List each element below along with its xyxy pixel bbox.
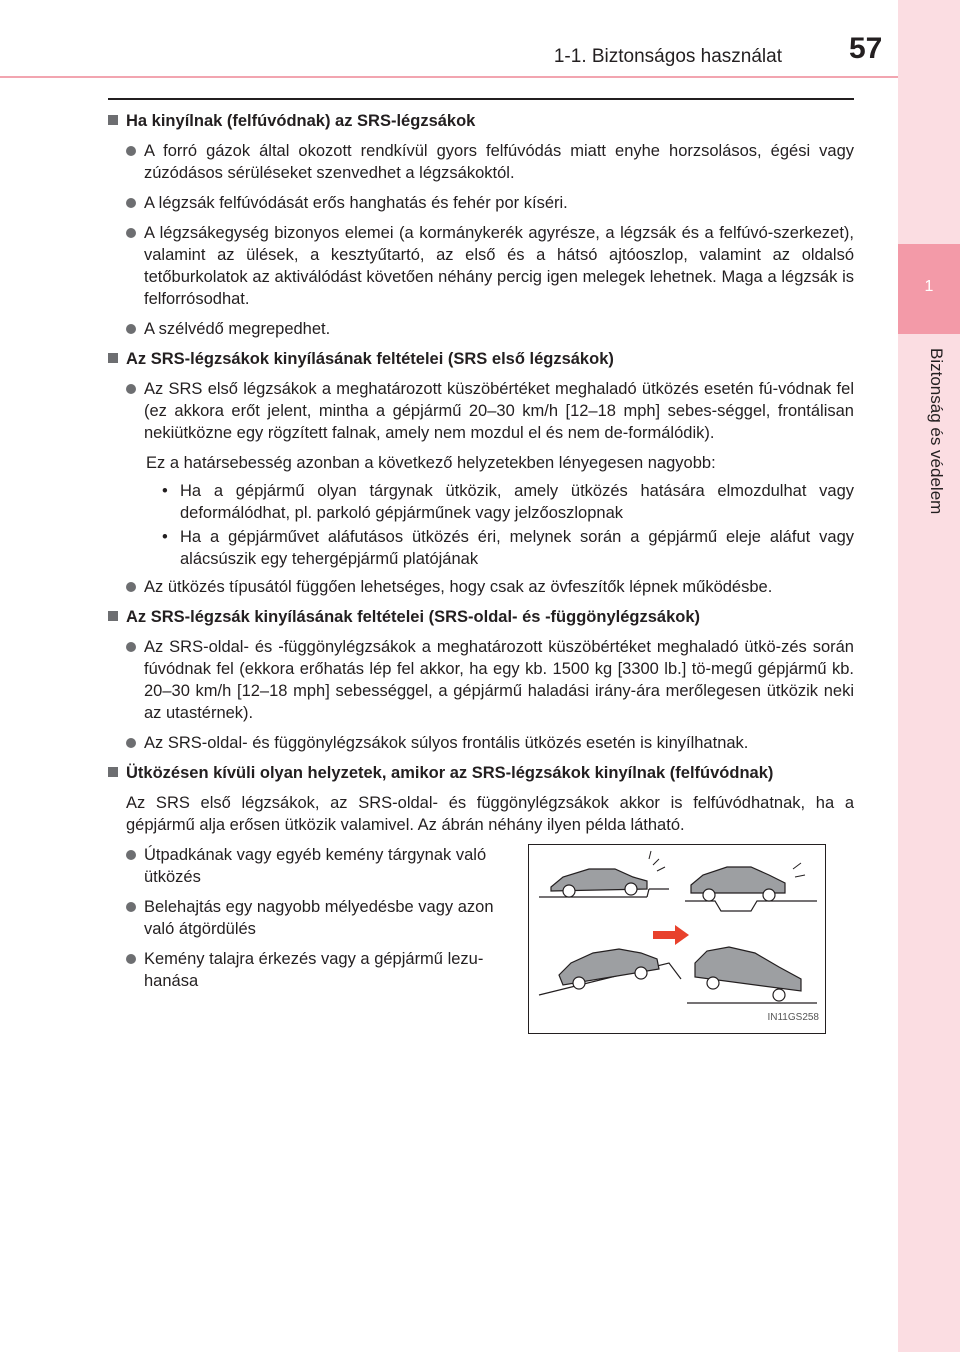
sub-list-item: • Ha a gépjármű olyan tárgynak ütközik, amely ütközés hatására elmozdulhat vagy deformálódhat, pl. parkoló gépjárműnek vagy jelzőoszlopnak — [162, 482, 854, 522]
page-number: 57 — [849, 32, 883, 65]
header-rule — [0, 76, 898, 78]
circle-bullet-icon — [126, 642, 136, 652]
arrow-right-icon — [653, 925, 689, 945]
chapter-number: 1 — [924, 278, 934, 295]
chapter-side-tab — [898, 0, 960, 1352]
list-item: Kemény talajra érkezés vagy a gépjármű lezu-hanása — [126, 948, 516, 992]
header-section-title: 1-1. Biztonságos használat — [553, 46, 782, 67]
list-item: A légzsákegység bizonyos elemei (a kormánykerék agyrésze, a légzsák és a felfúvó-szerkezet), valamint az ülések, a kesztyűtartó, az első és a hátsó ajtóoszlop, valamint az oldalsó tetőburkolatok az aktiválódást követően néhány percig igen melegek lehetnek. Maga a légzsák is felforrósodhat. — [126, 222, 854, 310]
figure-bullet-list — [108, 844, 516, 1034]
circle-bullet-icon — [126, 850, 136, 860]
list-item: Útpadkának vagy egyéb kemény tárgynak való ütközés — [126, 844, 516, 888]
section-heading: Az SRS-légzsákok kinyílásának feltételei (SRS első légzsákok) — [108, 348, 854, 370]
circle-bullet-icon — [126, 582, 136, 592]
square-bullet-icon — [108, 767, 118, 777]
figure-code: IN11GS258 — [767, 1012, 819, 1023]
section-paragraph: Az SRS első légzsákok, az SRS-oldal- és függönylégzsákok akkor is felfúvódhatnak, ha a gépjármű alja erősen ütközik valamivel. Az ábrán néhány ilyen példa látható. — [126, 794, 854, 834]
list-item: Belehajtás egy nagyobb mélyedésbe vagy azon való átgördülés — [126, 896, 516, 940]
list-item: Az SRS-oldal- és -függönylégzsákok a meghatározott küszöbértéket meghaladó ütkö-zés során fúvódnak fel (ekkora erőhatás lép fel akkor, ha egy kb. 1500 kg [3300 lb.] tö-megű gépjármű kb. 20–30 km/h [12–18 mph] sebességgel, a gépjármű haladási irány-ára merőlegesen ütközik neki az utastérnek). — [126, 636, 854, 724]
list-item: A forró gázok által okozott rendkívül gyors felfúvódás miatt enyhe horzsolásos, égési vagy zúzódásos sérüléseket szenvedhet a légzsákoktól. — [126, 140, 854, 184]
square-bullet-icon — [108, 353, 118, 363]
list-item: Az SRS-oldal- és függönylégzsákok súlyos frontális ütközés esetén is kinyílhatnak. — [126, 732, 854, 754]
circle-bullet-icon — [126, 902, 136, 912]
section-heading: Ha kinyílnak (felfúvódnak) az SRS-légzsákok — [108, 110, 854, 132]
sub-list-item: • Ha a gépjárművet aláfutásos ütközés éri, melynek során a gépjármű eleje aláfut vagy alácsúszik egy tehergépjármű platójának — [162, 528, 854, 568]
list-item: Az SRS első légzsákok a meghatározott küszöbértéket meghaladó ütközés esetén fú-vódnak fel (ez akkora erőt jelent, mintha a gépjármű 20–30 km/h [12–18 mph] sebes-séggel, frontálisan nekiütközne egy rögzített falnak, amely nem mozdul el és nem de-formálódik). — [126, 378, 854, 444]
section-heading: Ütközésen kívüli olyan helyzetek, amikor az SRS-légzsákok kinyílnak (felfúvódnak) — [108, 762, 854, 784]
list-item: Az ütközés típusától függően lehetséges, hogy csak az övfeszítők lépnek működésbe. — [126, 576, 854, 598]
square-bullet-icon — [108, 115, 118, 125]
airbag-deployment-illustration — [528, 844, 826, 1034]
circle-bullet-icon — [126, 384, 136, 394]
circle-bullet-icon — [126, 738, 136, 748]
chapter-title: Biztonság és védelem — [927, 348, 946, 515]
square-bullet-icon — [108, 611, 118, 621]
circle-bullet-icon — [126, 198, 136, 208]
section-heading: Az SRS-légzsák kinyílásának feltételei (SRS-oldal- és -függönylégzsákok) — [108, 606, 854, 628]
note-paragraph: Ez a határsebesség azonban a következő helyzetekben lényegesen nagyobb: — [146, 454, 716, 472]
bullets-with-figure — [108, 844, 854, 1034]
page-content — [108, 110, 854, 1034]
list-item: A légzsák felfúvódását erős hanghatás és fehér por kíséri. — [126, 192, 854, 214]
car-illustration-svg — [529, 845, 825, 1033]
content-top-rule — [108, 98, 854, 100]
list-item: A szélvédő megrepedhet. — [126, 318, 854, 340]
circle-bullet-icon — [126, 324, 136, 334]
circle-bullet-icon — [126, 954, 136, 964]
circle-bullet-icon — [126, 146, 136, 156]
circle-bullet-icon — [126, 228, 136, 238]
